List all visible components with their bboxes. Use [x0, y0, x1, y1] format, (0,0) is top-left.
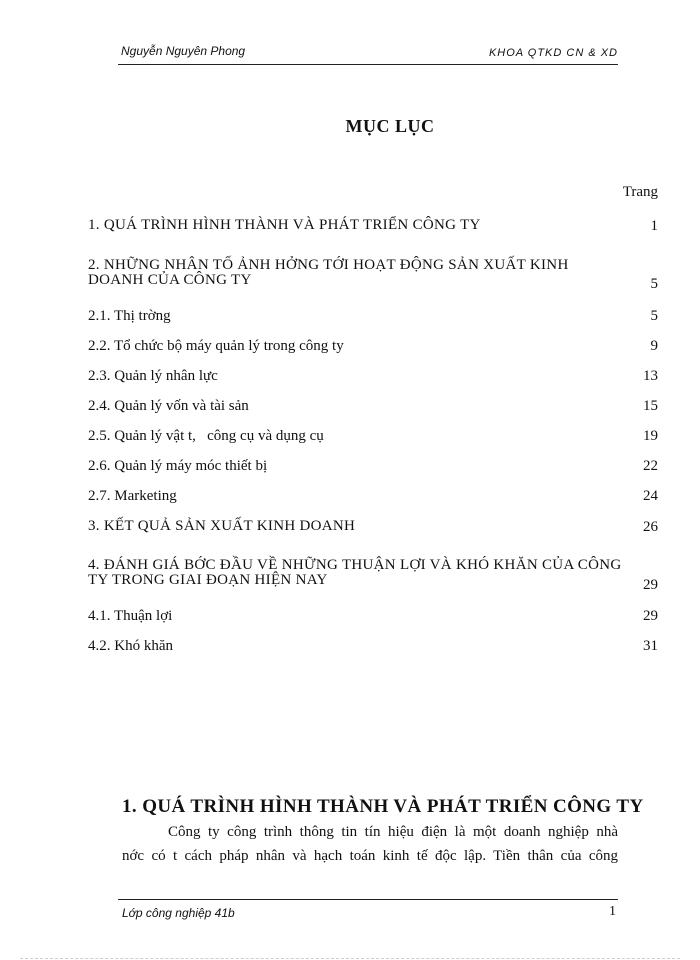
toc-entry: [88, 458, 658, 475]
toc-entry: [88, 608, 658, 625]
toc-entry-label: 2.6. Quản lý máy móc thiết bị: [88, 458, 268, 474]
toc-entry-page: 5: [650, 308, 658, 324]
toc-entry: [88, 257, 658, 292]
toc-entry: [88, 308, 658, 325]
toc-entry-page: 1: [650, 218, 658, 234]
toc-entry: [88, 428, 658, 445]
toc-entry-label: 4. ĐÁNH GIÁ BỚC ĐẦU VỀ NHỮNG THUẬN LỢI VÀ KHÓ KHĂN CỦA CÔNG TY TRONG GIAI ĐOẠN HIỆN NAY: [88, 557, 622, 588]
footer-rule: [118, 899, 618, 900]
toc-entry-page: 31: [643, 638, 658, 654]
toc-entry-label: 2. NHỮNG NHÂN TỐ ẢNH HỞNG TỚI HOẠT ĐỘNG SẢN XUẤT KINH DOANH CỦA CÔNG TY: [88, 257, 569, 288]
toc-entry: [88, 218, 658, 233]
toc-page-column-heading: Trang: [622, 184, 658, 200]
toc-entry-label: 4.2. Khó khăn: [88, 638, 173, 654]
toc-entry-page: 24: [643, 488, 658, 504]
toc-entry: [88, 398, 658, 415]
page-break-line: [20, 958, 680, 959]
toc-entry-label: 2.5. Quản lý vật t, công cụ và dụng cụ: [88, 428, 324, 444]
footer-class-label: Lớp công nghiệp 41b: [122, 906, 235, 920]
toc-entry-label: 3. KẾT QUẢ SẢN XUẤT KINH DOANH: [88, 518, 356, 534]
toc-entry: [88, 519, 658, 534]
toc-entry-label: 2.3. Quản lý nhân lực: [88, 368, 218, 384]
section-body: [122, 820, 618, 868]
toc-entry-page: 22: [643, 458, 658, 474]
toc-entry-label: 4.1. Thuận lợi: [88, 608, 173, 624]
toc-entry-page: 5: [650, 276, 658, 292]
toc-entry-page: 19: [643, 428, 658, 444]
body-line: Công ty công trình thông tin tín hiệu điện là một doanh nghiệp nhà: [168, 824, 618, 840]
toc-entry-page: 29: [643, 608, 658, 624]
header-author: Nguyễn Nguyên Phong: [121, 44, 246, 58]
toc-entry-page: 26: [643, 519, 658, 535]
toc-entry: [88, 338, 658, 355]
toc-entry: [88, 488, 658, 505]
toc-entry-page: 15: [643, 398, 658, 414]
toc-entry-page: 13: [643, 368, 658, 384]
toc-entry-label: 2.1. Thị trờng: [88, 308, 171, 324]
section-heading: 1. QUÁ TRÌNH HÌNH THÀNH VÀ PHÁT TRIỂN CÔNG TY: [122, 796, 644, 817]
toc-entry: [88, 557, 658, 593]
header-faculty: KHOA QTKD CN & XD: [488, 47, 618, 59]
toc-entry: [88, 638, 658, 655]
toc-entry-label: 2.4. Quản lý vốn và tài sản: [88, 398, 249, 414]
toc-entry-label: 2.2. Tổ chức bộ máy quản lý trong công ty: [88, 338, 344, 354]
toc-entry-page: 9: [650, 338, 658, 354]
body-line: nớc có t cách pháp nhân và hạch toán kinh tế độc lập. Tiền thân của công: [122, 848, 618, 864]
toc-title: MỤC LỤC: [345, 116, 435, 136]
header-rule: [118, 64, 618, 65]
footer-page-number: 1: [609, 904, 616, 919]
toc-entry-label: 2.7. Marketing: [88, 488, 177, 504]
toc-entry-page: 29: [643, 577, 658, 593]
toc-entry: [88, 368, 658, 385]
toc-entry-label: 1. QUÁ TRÌNH HÌNH THÀNH VÀ PHÁT TRIỂN CÔNG TY: [88, 217, 481, 233]
